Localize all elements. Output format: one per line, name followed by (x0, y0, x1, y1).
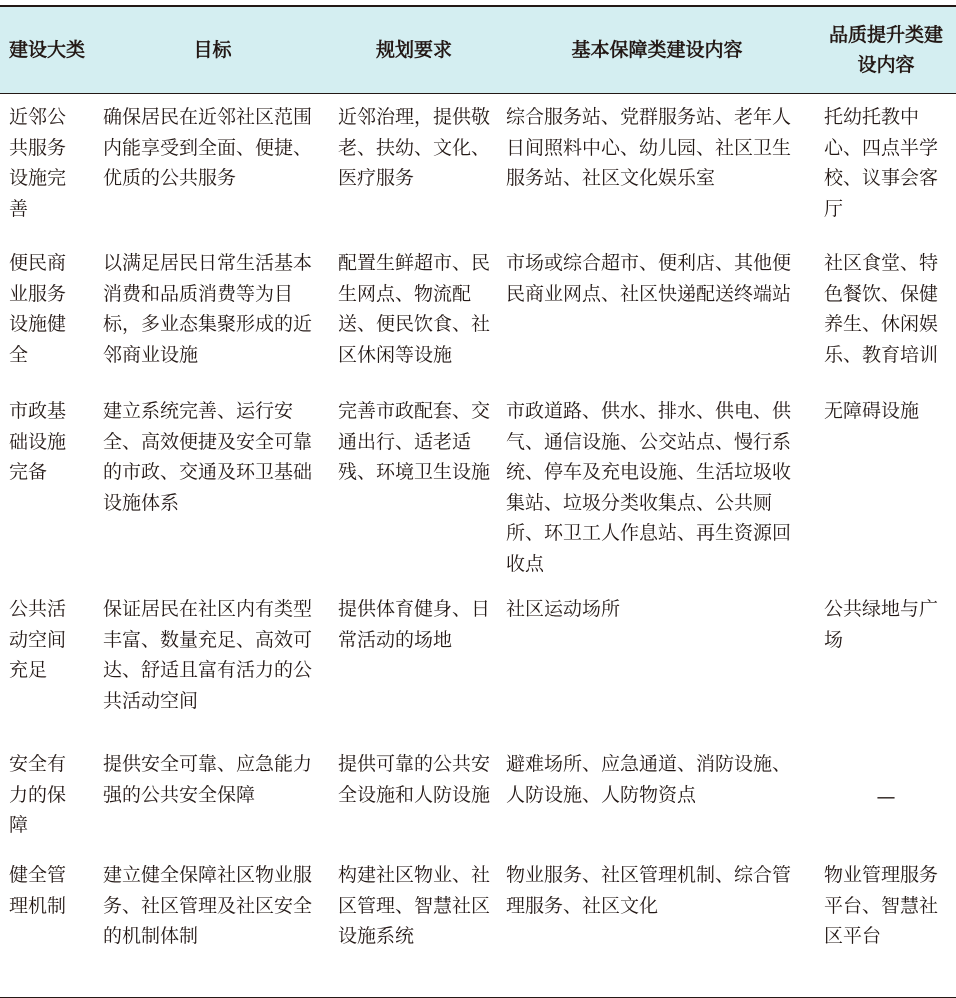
row-basic-content: 市场或综合超市、便利店、其他便民商业网点、社区快递配送终端站 (506, 252, 792, 305)
row-category: 便民商业服务设施健全 (9, 252, 67, 366)
row-goal: 建立健全保障社区物业服务、社区管理及社区安全的机制体制 (103, 864, 313, 947)
table-row (0, 852, 956, 998)
row-category: 健全管理机制 (9, 864, 67, 917)
row-quality-content: 社区食堂、特色餐饮、保健养生、休闲娱乐、教育培训 (824, 252, 939, 366)
row-basic-content: 避难场所、应急通道、消防设施、人防设施、人防物资点 (506, 753, 792, 806)
header-basic-content: 基本保障类建设内容 (571, 39, 743, 61)
row-quality-content: 公共绿地与广场 (824, 598, 939, 651)
row-category: 安全有力的保障 (9, 753, 67, 836)
row-quality-content: 托幼托教中心、四点半学校、议事会客厅 (824, 106, 939, 220)
row-basic-content: 综合服务站、党群服务站、老年人日间照料中心、幼儿园、社区卫生服务站、社区文化娱乐室 (506, 106, 792, 189)
row-requirement: 近邻治理，提供敬老、扶幼、文化、医疗服务 (338, 106, 491, 189)
table-row (0, 388, 956, 586)
row-requirement: 配置生鲜超市、民生网点、物流配送、便民饮食、社区休闲等设施 (338, 252, 491, 366)
row-requirement: 构建社区物业、社区管理、智慧社区设施系统 (338, 864, 491, 947)
row-requirement: 提供可靠的公共安全设施和人防设施 (338, 753, 491, 806)
row-quality-content: — (876, 785, 896, 808)
table-row (0, 94, 956, 241)
row-goal: 提供安全可靠、应急能力强的公共安全保障 (103, 753, 313, 806)
row-goal: 保证居民在社区内有类型丰富、数量充足、高效可达、舒适且富有活力的公共活动空间 (103, 598, 313, 712)
header-quality-content: 品质提升类建设内容 (828, 24, 943, 76)
table-row (0, 586, 956, 741)
header-requirement: 规划要求 (375, 39, 452, 61)
table-header (0, 6, 956, 94)
row-category: 市政基础设施完备 (9, 400, 67, 483)
row-quality-content: 物业管理服务平台、智慧社区平台 (824, 864, 939, 947)
row-category: 近邻公共服务设施完善 (9, 106, 67, 220)
row-requirement: 提供体育健身、日常活动的场地 (338, 598, 491, 651)
row-goal: 以满足居民日常生活基本消费和品质消费等为目标，多业态集聚形成的近邻商业设施 (103, 252, 313, 366)
row-goal: 确保居民在近邻社区范围内能享受到全面、便捷、优质的公共服务 (103, 106, 313, 189)
construction-standards-table (0, 5, 956, 998)
row-goal: 建立系统完善、运行安全、高效便捷及安全可靠的市政、交通及环卫基础设施体系 (103, 400, 313, 514)
row-requirement: 完善市政配套、交通出行、适老适残、环境卫生设施 (338, 400, 491, 483)
row-quality-content: 无障碍设施 (824, 400, 920, 422)
header-row (0, 6, 956, 94)
table-body (0, 94, 956, 998)
row-category: 公共活动空间充足 (9, 598, 67, 681)
table-row (0, 741, 956, 852)
row-basic-content: 物业服务、社区管理机制、综合管理服务、社区文化 (506, 864, 792, 917)
row-basic-content: 市政道路、供水、排水、供电、供气、通信设施、公交站点、慢行系统、停车及充电设施、生活垃圾收集站、垃圾分类收集点、公共厕所、环卫工人作息站、再生资源回收点 (506, 400, 792, 575)
row-basic-content: 社区运动场所 (506, 598, 621, 620)
header-category: 建设大类 (9, 39, 86, 61)
table-row (0, 240, 956, 388)
header-goal: 目标 (193, 39, 232, 61)
